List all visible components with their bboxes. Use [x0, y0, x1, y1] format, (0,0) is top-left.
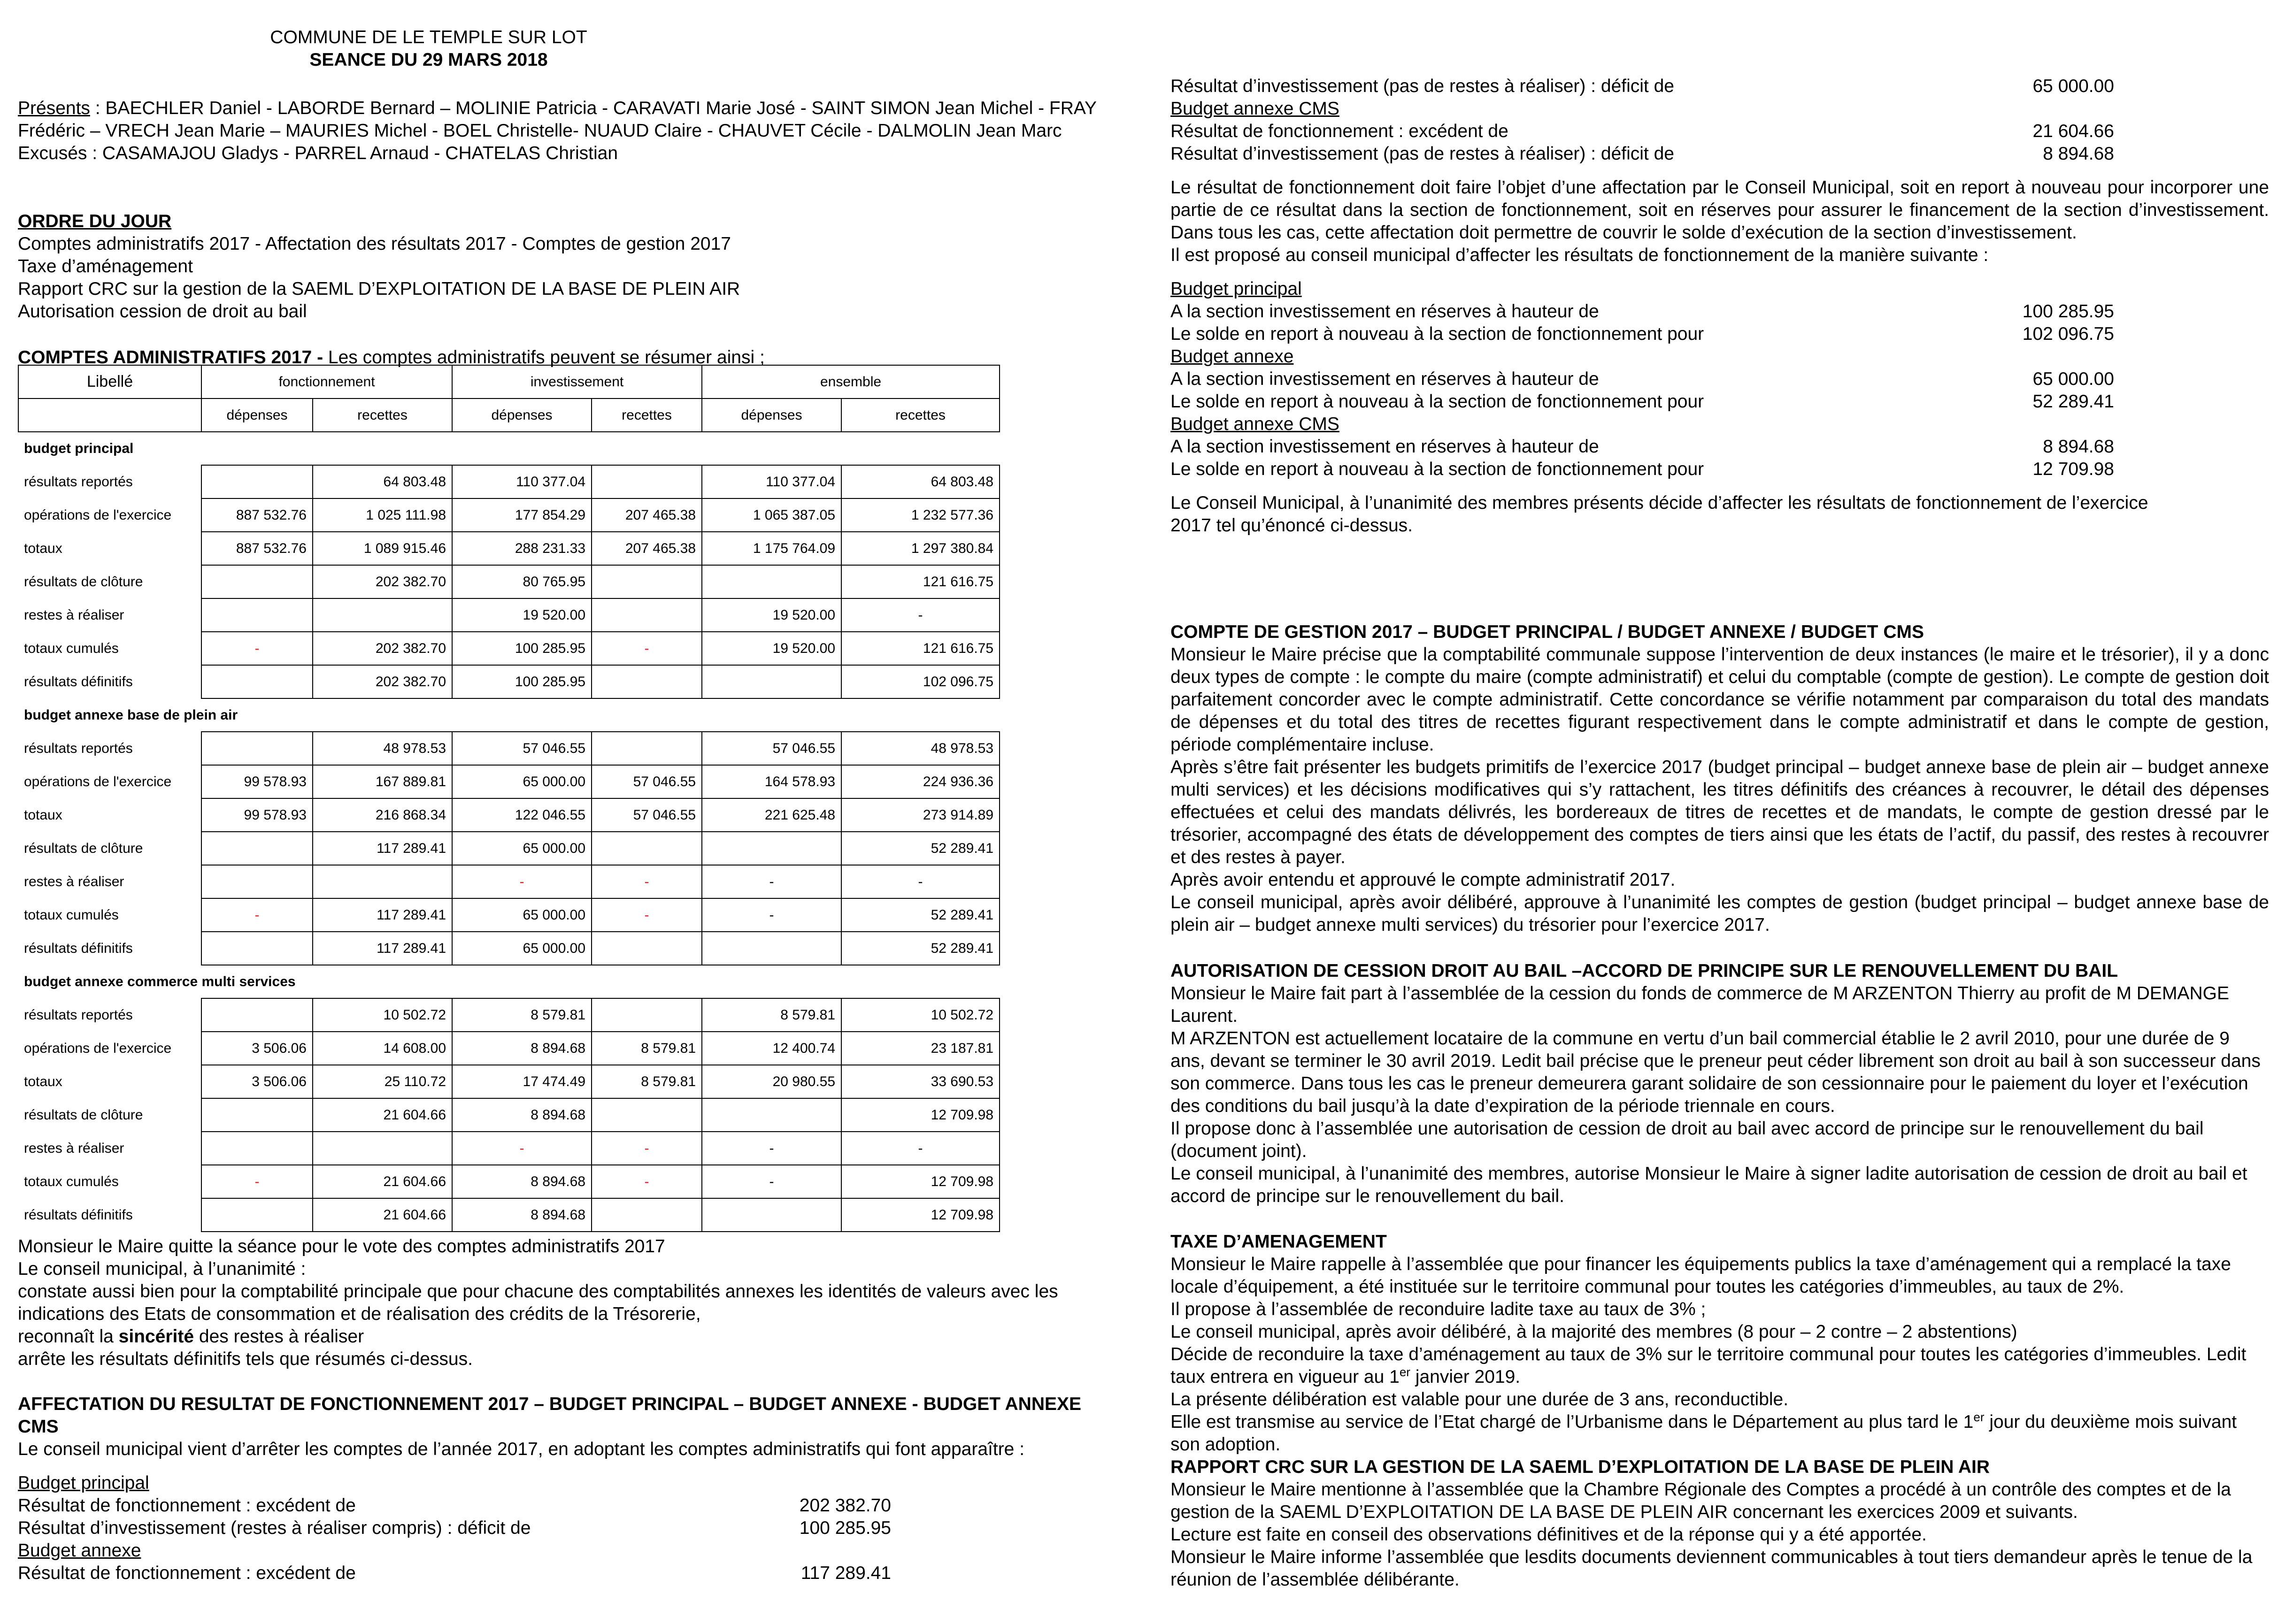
row-label: résultats reportés [24, 1007, 133, 1023]
row-label: restes à réaliser [24, 873, 124, 889]
table-row [18, 732, 1000, 765]
table-cell [201, 465, 313, 498]
table-cell: 224 936.36 [841, 765, 1000, 798]
page-header [18, 26, 839, 71]
ba-inv-value: 65 000.00 [2032, 76, 2114, 96]
row-label: résultats définitifs [24, 674, 133, 689]
table-cell: 48 978.53 [841, 732, 1000, 765]
alloc-reserve-label: A la section investissement en réserves à hauteur de [1170, 437, 1599, 457]
ordre-item: Comptes administratifs 2017 - Affectation des résultats 2017 - Comptes de gestion 2017 [18, 234, 731, 254]
affectation-para1: Le résultat de fonctionnement doit faire l’objet d’une affectation par le Conseil Municipal, soit en report à nouveau pour incorporer une partie de ce résultat dans la section de fonctionnement, soit en réserves pour assurer le financement de la section d’investissement. Dans tous les cas, cette affectation doit permettre de couvrir le solde d’exécution de la section d’investissement. [1170, 177, 2269, 243]
table-cell [313, 1132, 452, 1165]
table-cell: 19 520.00 [452, 598, 592, 632]
gestion-title: COMPTE DE GESTION 2017 – BUDGET PRINCIPAL / BUDGET ANNEXE / BUDGET CMS [1170, 622, 1924, 642]
bp-inv-label: Résultat d’investissement (restes à réaliser compris) : déficit de [18, 1518, 531, 1538]
table-cell: 21 604.66 [313, 1098, 452, 1132]
table-cell [592, 832, 702, 865]
table-cell: - [201, 1165, 313, 1198]
ordre-item: Rapport CRC sur la gestion de la SAEML D’EXPLOITATION DE LA BASE DE PLEIN AIR [18, 279, 740, 299]
table-cell [592, 565, 702, 598]
table-cell: 52 289.41 [841, 832, 1000, 865]
table-cell: - [592, 1132, 702, 1165]
row-label: restes à réaliser [24, 607, 124, 623]
table-cell: 25 110.72 [313, 1065, 452, 1098]
row-label: résultats définitifs [24, 940, 133, 956]
table-row [18, 632, 1000, 665]
table-cell: 65 000.00 [452, 765, 592, 798]
table-cell: 207 465.38 [592, 498, 702, 532]
table-cell: 12 709.98 [841, 1198, 1000, 1232]
alloc-report-label: Le solde en report à nouveau à la section de fonctionnement pour [1170, 391, 1704, 412]
ca-intro: Les comptes administratifs peuvent se résumer ainsi ; [328, 347, 765, 368]
cms-fonct-value: 21 604.66 [2032, 121, 2114, 141]
cms-inv-value: 8 894.68 [2043, 144, 2114, 164]
taxe-p6: Elle est transmise au service de l’Etat chargé de l’Urbanisme dans le Département au plus tard le 1 [1170, 1412, 1974, 1432]
table-cell: 121 616.75 [841, 632, 1000, 665]
row-label: restes à réaliser [24, 1140, 124, 1156]
table-header-row [18, 365, 1000, 398]
table-cell: 57 046.55 [452, 732, 592, 765]
table-cell: 57 046.55 [702, 732, 841, 765]
vote-line: constate aussi bien pour la comptabilité principale que pour chacune des comptabilités annexes les identités de valeurs avec les indications des Etats de consommation et de réalisation des crédits de la Trésorerie, [18, 1281, 1058, 1324]
ordre-item: Autorisation cession de droit au bail [18, 301, 307, 322]
table-row [18, 898, 1000, 932]
table-cell: 12 709.98 [841, 1098, 1000, 1132]
table-cell [592, 998, 702, 1032]
table-cell: 8 579.81 [702, 998, 841, 1032]
table-row [18, 465, 1000, 498]
row-label: résultats reportés [24, 740, 133, 756]
table-row [18, 532, 1000, 565]
alloc-report-value: 52 289.41 [2032, 391, 2114, 412]
table-cell: 117 289.41 [313, 898, 452, 932]
table-cell: 8 894.68 [452, 1198, 592, 1232]
table-cell: 288 231.33 [452, 532, 592, 565]
table-cell [201, 598, 313, 632]
affectation-continued [1170, 75, 2269, 537]
presents-label: Présents [18, 98, 90, 118]
table-cell: - [592, 865, 702, 898]
table-cell: - [592, 898, 702, 932]
table-cell [201, 832, 313, 865]
table-cell: 21 604.66 [313, 1198, 452, 1232]
crc-title: RAPPORT CRC SUR LA GESTION DE LA SAEML D’EXPLOITATION DE LA BASE DE PLEIN AIR [1170, 1457, 1990, 1477]
bp-label: Budget principal [18, 1473, 149, 1493]
table-cell: 202 382.70 [313, 565, 452, 598]
table-cell: 99 578.93 [201, 765, 313, 798]
table-cell [702, 665, 841, 698]
table-cell [702, 932, 841, 965]
row-label: totaux cumulés [24, 640, 119, 656]
header-libelle: Libellé [18, 365, 201, 398]
table-cell: 3 506.06 [201, 1032, 313, 1065]
table-cell: 117 289.41 [313, 932, 452, 965]
ba-label: Budget annexe [18, 1540, 141, 1561]
table-row [18, 1165, 1000, 1198]
table-cell: 52 289.41 [841, 898, 1000, 932]
table-row [18, 998, 1000, 1032]
table-cell: 65 000.00 [452, 832, 592, 865]
alloc-report-value: 102 096.75 [2022, 324, 2114, 344]
table-cell: 8 894.68 [452, 1165, 592, 1198]
presents-list: : BAECHLER Daniel - LABORDE Bernard – MOLINIE Patricia - CARAVATI Marie José - SAINT SIMON Jean Michel - FRAY Frédéric – VRECH Jean Marie – MAURIES Michel - BOEL Christelle- NUAUD Claire - CHAUVET Cécile - DALMOLIN Jean Marc [18, 98, 1097, 141]
bail-title: AUTORISATION DE CESSION DROIT AU BAIL –ACCORD DE PRINCIPE SUR LE RENOUVELLEMENT DU BAIL [1170, 961, 2118, 981]
table-section-row [18, 432, 1000, 465]
bail-p4: Le conseil municipal, à l’unanimité des membres, autorise Monsieur le Maire à signer ladite autorisation de cession de droit au bail et accord de principe sur le renouvellement du bail. [1170, 1164, 2247, 1206]
bail-p3: Il propose donc à l’assemblée une autorisation de cession de droit au bail avec accord de principe sur le renouvellement du bail (document joint). [1170, 1118, 2204, 1161]
table-subheader-row [18, 398, 1000, 432]
table-cell: 52 289.41 [841, 932, 1000, 965]
affectation-section [18, 1393, 1116, 1585]
taxe-p4-end: janvier 2019. [1410, 1367, 1521, 1387]
table-cell: 17 474.49 [452, 1065, 592, 1098]
table-cell [201, 932, 313, 965]
seance-title: SEANCE DU 29 MARS 2018 [309, 50, 548, 70]
taxe-p5: La présente délibération est valable pour une durée de 3 ans, reconductible. [1170, 1389, 1789, 1410]
vote-line: Monsieur le Maire quitte la séance pour le vote des comptes administratifs 2017 [18, 1236, 665, 1256]
table-cell: - [452, 1132, 592, 1165]
excuses-list: Excusés : CASAMAJOU Gladys - PARREL Arnaud - CHATELAS Christian [18, 143, 618, 163]
ca-title: COMPTES ADMINISTRATIFS 2017 - [18, 347, 328, 368]
ba-fonct-value: 117 289.41 [800, 1563, 891, 1583]
sincerite-bold: sincérité [118, 1326, 194, 1347]
table-cell [592, 732, 702, 765]
table-cell [201, 732, 313, 765]
alloc-reserve-value: 65 000.00 [2032, 369, 2114, 389]
gestion-p3: Après avoir entendu et approuvé le compte administratif 2017. [1170, 870, 1676, 890]
row-label: totaux cumulés [24, 1173, 119, 1189]
table-cell: 207 465.38 [592, 532, 702, 565]
table-cell [201, 1132, 313, 1165]
table-cell: 8 579.81 [452, 998, 592, 1032]
table-cell: 100 285.95 [452, 632, 592, 665]
table-cell: - [702, 898, 841, 932]
section-name: budget annexe commerce multi services [24, 973, 296, 989]
table-cell: 14 608.00 [313, 1032, 452, 1065]
row-label: opérations de l'exercice [24, 507, 172, 523]
table-cell: 102 096.75 [841, 665, 1000, 698]
sincerite-pre: reconnaît la [18, 1326, 119, 1347]
ordre-du-jour [18, 210, 1135, 323]
row-label: totaux [24, 1073, 62, 1089]
header-sub: recettes [592, 398, 702, 432]
affectation-para2: Il est proposé au conseil municipal d’affecter les résultats de fonctionnement de la manière suivante : [1170, 245, 1989, 265]
table-cell: 12 709.98 [841, 1165, 1000, 1198]
table-cell: 122 046.55 [452, 798, 592, 832]
gestion-section [1170, 621, 2269, 936]
table-cell [592, 465, 702, 498]
alloc-reserve-label: A la section investissement en réserves à hauteur de [1170, 301, 1599, 322]
table-cell [592, 598, 702, 632]
table-cell: 887 532.76 [201, 532, 313, 565]
table-cell [201, 665, 313, 698]
table-cell: 1 175 764.09 [702, 532, 841, 565]
row-label: opérations de l'exercice [24, 774, 172, 789]
cms-fonct-label: Résultat de fonctionnement : excédent de [1170, 121, 1508, 141]
bp-fonct-label: Résultat de fonctionnement : excédent de [18, 1495, 356, 1516]
row-label: totaux [24, 807, 62, 823]
table-cell: 12 400.74 [702, 1032, 841, 1065]
table-cell [313, 865, 452, 898]
header-sub: recettes [841, 398, 1000, 432]
table-cell: 121 616.75 [841, 565, 1000, 598]
table-cell: - [702, 1132, 841, 1165]
taxe-p4: Décide de reconduire la taxe d’aménagement au taux de 3% sur le territoire communal pour toutes les catégories d’immeubles. Ledit taux entrera en vigueur au 1 [1170, 1344, 2247, 1387]
row-label: résultats de clôture [24, 840, 143, 856]
taxe-p2: Il propose à l’assemblée de reconduire ladite taxe au taux de 3% ; [1170, 1299, 1706, 1319]
ca-vote [18, 1235, 1135, 1371]
table-cell: - [201, 898, 313, 932]
table-cell: 57 046.55 [592, 765, 702, 798]
table-cell: 10 502.72 [313, 998, 452, 1032]
alloc-cms-label: Budget annexe CMS [1170, 414, 1339, 434]
table-row [18, 665, 1000, 698]
table-cell: 1 089 915.46 [313, 532, 452, 565]
bp-fonct-value: 202 382.70 [799, 1495, 891, 1516]
bail-p1: Monsieur le Maire fait part à l’assemblée de la cession du fonds de commerce de M ARZENTON Thierry au profit de M DEMANGE Laurent. [1170, 983, 2229, 1026]
row-label: résultats de clôture [24, 574, 143, 590]
crc-p1: Monsieur le Maire mentionne à l’assemblée que la Chambre Régionale des Comptes a procédé à un contrôle des comptes et de la gestion de la SAEML D’EXPLOITATION DE LA BASE DE PLEIN AIR concernant les exercices 2009 et suivants. [1170, 1479, 2231, 1522]
table-cell: 273 914.89 [841, 798, 1000, 832]
taxe-section [1170, 1231, 2269, 1456]
table-cell: 3 506.06 [201, 1065, 313, 1098]
table-cell: - [452, 865, 592, 898]
table-cell: 10 502.72 [841, 998, 1000, 1032]
cms-label: Budget annexe CMS [1170, 99, 1339, 119]
taxe-p1: Monsieur le Maire rappelle à l’assemblée que pour financer les équipements publics la taxe d’aménagement qui a remplacé la taxe locale d’équipement, a été instituée sur le territoire communal pour toutes les catégories d’immeubles, au taux de 2%. [1170, 1254, 2231, 1297]
table-cell: 1 232 577.36 [841, 498, 1000, 532]
table-cell [702, 1198, 841, 1232]
table-row [18, 1132, 1000, 1165]
table-cell: 57 046.55 [592, 798, 702, 832]
table-cell: 8 894.68 [452, 1098, 592, 1132]
table-cell: 887 532.76 [201, 498, 313, 532]
table-cell [592, 665, 702, 698]
table-cell: 1 025 111.98 [313, 498, 452, 532]
taxe-p6-end: jour du deuxième mois suivant son adoption. [1170, 1412, 2237, 1455]
table-cell [201, 998, 313, 1032]
table-row [18, 798, 1000, 832]
header-sub: recettes [313, 398, 452, 432]
table-row [18, 598, 1000, 632]
taxe-p6-sup: er [1973, 1410, 1985, 1424]
affectation-decision: Le Conseil Municipal, à l’unanimité des membres présents décide d’affecter les résultats de fonctionnement de l’exercice 2017 tel qu’énoncé ci-dessus. [1170, 493, 2148, 536]
row-label: résultats définitifs [24, 1207, 133, 1223]
row-label: résultats de clôture [24, 1107, 143, 1123]
ordre-title: ORDRE DU JOUR [18, 211, 172, 231]
table-cell: - [201, 632, 313, 665]
table-cell: 216 868.34 [313, 798, 452, 832]
table-row [18, 832, 1000, 865]
table-cell: 48 978.53 [313, 732, 452, 765]
section-name: budget annexe base de plein air [24, 707, 238, 723]
bail-p2: M ARZENTON est actuellement locataire de la commune en vertu d’un bail commercial établie le 2 avril 2010, pour une durée de 9 ans, devant se terminer le 30 avril 2019. Ledit bail précise que le preneur peut céder librement son droit au bail à son successeur dans son commerce. Dans tous les cas le preneur demeurera garant solidaire de son cessionnaire pour le paiement du loyer et l’exécution des conditions du bail jusqu’à la date d’expiration de la période triennale en cours. [1170, 1028, 2261, 1116]
table-cell: 221 625.48 [702, 798, 841, 832]
alloc-reserve-value: 100 285.95 [2022, 301, 2114, 322]
header-group: fonctionnement [201, 365, 452, 398]
sincerite-post: des restes à réaliser [194, 1326, 364, 1347]
table-row [18, 1032, 1000, 1065]
row-label: résultats reportés [24, 474, 133, 490]
bail-section [1170, 960, 2269, 1208]
presence-block [18, 97, 1135, 165]
alloc-report-value: 12 709.98 [2032, 459, 2114, 479]
table-cell: 20 980.55 [702, 1065, 841, 1098]
table-row [18, 498, 1000, 532]
header-group: investissement [452, 365, 702, 398]
taxe-p4-sup: er [1399, 1365, 1410, 1379]
table-row [18, 1065, 1000, 1098]
table-cell: 117 289.41 [313, 832, 452, 865]
table-cell [313, 598, 452, 632]
table-section-row [18, 965, 1000, 998]
vote-line: arrête les résultats définitifs tels que résumés ci-dessus. [18, 1349, 473, 1369]
ordre-item: Taxe d’aménagement [18, 256, 193, 276]
table-cell: 164 578.93 [702, 765, 841, 798]
table-row [18, 865, 1000, 898]
table-cell: 80 765.95 [452, 565, 592, 598]
vote-line: Le conseil municipal, à l’unanimité : [18, 1259, 306, 1279]
table-cell: 8 894.68 [452, 1032, 592, 1065]
table-row [18, 765, 1000, 798]
alloc-reserve-value: 8 894.68 [2043, 437, 2114, 457]
table-cell: 177 854.29 [452, 498, 592, 532]
table-cell: - [592, 632, 702, 665]
comptes-administratifs-table [18, 365, 1000, 1232]
row-label: opérations de l'exercice [24, 1040, 172, 1056]
taxe-p3: Le conseil municipal, après avoir délibéré, à la majorité des membres (8 pour – 2 contre – 2 abstentions) [1170, 1322, 2017, 1342]
table-cell: 202 382.70 [313, 632, 452, 665]
table-cell: - [702, 865, 841, 898]
gestion-p1: Monsieur le Maire précise que la comptabilité communale suppose l’intervention de deux instances (le maire et le trésorier), il y a donc deux types de compte : le compte du maire (compte administratif) et celui du comptable (compte de gestion). Le compte de gestion doit parfaitement concorder avec le compte administratif. Cette concordance se vérifie notamment par comparaison du total des mandats de dépenses et du total des titres de recettes figurant respectivement dans le compte administratif et dans le compte de gestion, période complémentaire incluse. [1170, 644, 2269, 755]
alloc-bp-label: Budget principal [1170, 279, 1302, 299]
table-cell [592, 1098, 702, 1132]
table-cell: 23 187.81 [841, 1032, 1000, 1065]
table-cell: 21 604.66 [313, 1165, 452, 1198]
header-group: ensemble [702, 365, 1000, 398]
table-cell: 167 889.81 [313, 765, 452, 798]
row-label: totaux cumulés [24, 907, 119, 923]
gestion-p4: Le conseil municipal, après avoir délibéré, approuve à l’unanimité les comptes de gestion (budget principal – budget annexe base de plein air – budget annexe multi services) du trésorier pour l’exercice 2017. [1170, 892, 2269, 935]
table-cell [201, 1198, 313, 1232]
crc-p3: Monsieur le Maire informe l’assemblée que lesdits documents deviennent communicables à tout tiers demandeur après le tenue de la réunion de l’assemblée délibérante. [1170, 1547, 2253, 1590]
alloc-report-label: Le solde en report à nouveau à la section de fonctionnement pour [1170, 459, 1704, 479]
table-cell: - [841, 598, 1000, 632]
crc-p2: Lecture est faite en conseil des observations définitives et de la réponse qui y a été apportée. [1170, 1524, 1927, 1545]
row-label: totaux [24, 540, 62, 556]
table-cell: 8 579.81 [592, 1065, 702, 1098]
bp-inv-value: 100 285.95 [799, 1518, 891, 1538]
table-cell: 19 520.00 [702, 598, 841, 632]
commune-title: COMMUNE DE LE TEMPLE SUR LOT [270, 27, 587, 47]
table-row [18, 1198, 1000, 1232]
table-cell [201, 565, 313, 598]
table-cell: 110 377.04 [452, 465, 592, 498]
alloc-report-label: Le solde en report à nouveau à la section de fonctionnement pour [1170, 324, 1704, 344]
taxe-title: TAXE D’AMENAGEMENT [1170, 1232, 1387, 1252]
table-cell: 110 377.04 [702, 465, 841, 498]
table-cell: - [841, 1132, 1000, 1165]
header-sub: dépenses [452, 398, 592, 432]
table-cell [702, 1098, 841, 1132]
table-cell: 99 578.93 [201, 798, 313, 832]
ba-inv-label: Résultat d’investissement (pas de restes à réaliser) : déficit de [1170, 76, 1674, 96]
alloc-reserve-label: A la section investissement en réserves à hauteur de [1170, 369, 1599, 389]
table-cell: 8 579.81 [592, 1032, 702, 1065]
table-cell [201, 865, 313, 898]
table-cell: 19 520.00 [702, 632, 841, 665]
table-cell: 65 000.00 [452, 898, 592, 932]
table-cell: 64 803.48 [313, 465, 452, 498]
section-name: budget principal [24, 440, 134, 456]
table-cell: - [841, 865, 1000, 898]
table-cell: 202 382.70 [313, 665, 452, 698]
table-cell: 65 000.00 [452, 932, 592, 965]
header-sub: dépenses [201, 398, 313, 432]
table-cell [702, 565, 841, 598]
table-cell: 1 297 380.84 [841, 532, 1000, 565]
table-row [18, 1098, 1000, 1132]
ba-fonct-label: Résultat de fonctionnement : excédent de [18, 1563, 356, 1583]
header-sub: dépenses [702, 398, 841, 432]
affectation-intro: Le conseil municipal vient d’arrêter les comptes de l’année 2017, en adoptant les comptes administratifs qui font apparaître : [18, 1439, 1025, 1459]
gestion-p2: Après s’être fait présenter les budgets primitifs de l’exercice 2017 (budget principal – budget annexe base de plein air – budget annexe multi services) et les décisions modificatives qui s’y rattachent, les titres définitifs des créances à recouvrer, le détail des dépenses effectuées et celui des mandats délivrés, les bordereaux de titres de recettes et de mandats, le compte de gestion dressé par le trésorier, accompagné des états de développement des comptes de tiers ainsi que les états de l’actif, du passif, des restes à recouvrer et des restes à payer. [1170, 757, 2269, 867]
table-cell [592, 1198, 702, 1232]
table-cell: 1 065 387.05 [702, 498, 841, 532]
table-section-row [18, 698, 1000, 732]
cms-inv-label: Résultat d’investissement (pas de restes à réaliser) : déficit de [1170, 144, 1674, 164]
table-cell [592, 932, 702, 965]
table-cell: 33 690.53 [841, 1065, 1000, 1098]
table-cell: - [592, 1165, 702, 1198]
table-cell [201, 1098, 313, 1132]
table-cell [702, 832, 841, 865]
table-cell: 64 803.48 [841, 465, 1000, 498]
alloc-ba-label: Budget annexe [1170, 346, 1294, 367]
table-cell: - [702, 1165, 841, 1198]
crc-section [1170, 1456, 2269, 1591]
affectation-title: AFFECTATION DU RESULTAT DE FONCTIONNEMENT 2017 – BUDGET PRINCIPAL – BUDGET ANNEXE - BUDGET ANNEXE CMS [18, 1394, 1082, 1437]
table-cell: 100 285.95 [452, 665, 592, 698]
table-row [18, 932, 1000, 965]
table-row [18, 565, 1000, 598]
